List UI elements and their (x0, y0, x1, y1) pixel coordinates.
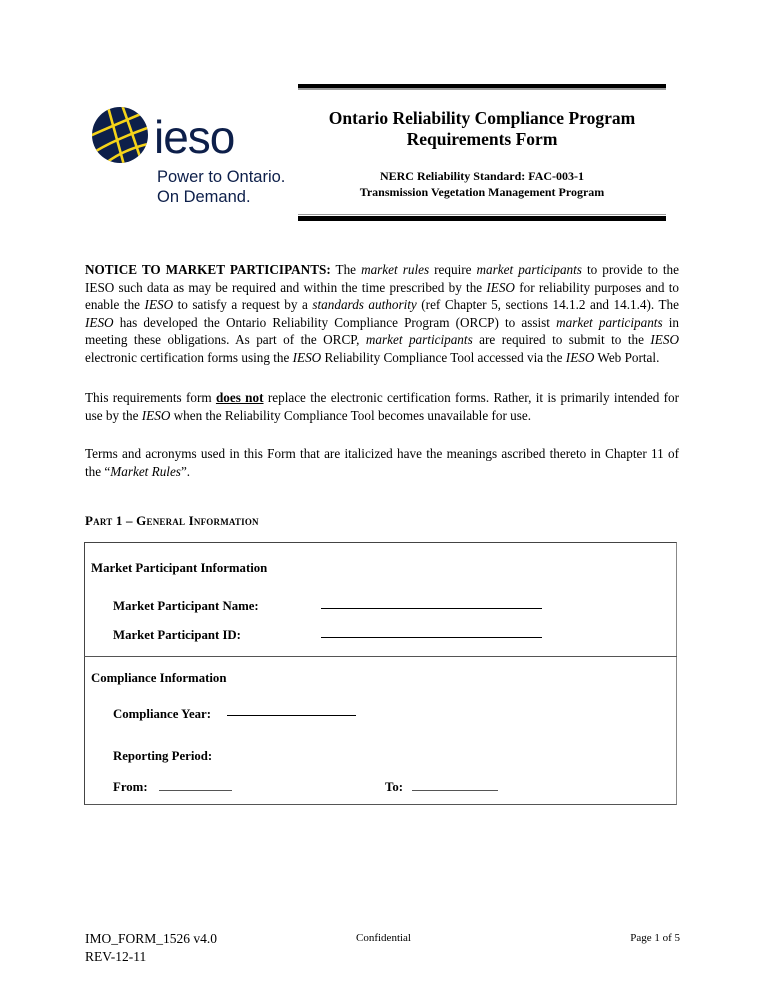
text-segment: electronic certification forms using the (85, 349, 293, 365)
compliance-year-label: Compliance Year: (113, 707, 211, 721)
text-segment: for reliability purposes and to enable the (85, 279, 679, 313)
mp-id-label: Market Participant ID: (113, 628, 241, 642)
purpose-paragraph (85, 389, 679, 424)
logo-wordmark: ieso (154, 111, 235, 163)
italic-term: IESO (650, 332, 679, 348)
italic-term: IESO (565, 349, 595, 365)
mp-id-field[interactable] (321, 637, 542, 638)
text-segment: ”. (180, 463, 191, 479)
mp-section-title: Market Participant Information (91, 561, 268, 575)
text-segment: require (429, 262, 477, 277)
header-top-rule (298, 84, 666, 90)
compliance-year-field[interactable] (227, 715, 356, 716)
notice-paragraph (85, 261, 679, 367)
emphasis-does-not: does not (215, 390, 264, 405)
document-subtitle (298, 168, 666, 200)
text-segment: has developed the Ontario Reliability Compliance Program (ORCP) to assist (113, 314, 557, 330)
notice-lead: NOTICE TO MARKET PARTICIPANTS: (85, 262, 331, 277)
from-date-field[interactable] (159, 790, 232, 791)
section-divider (84, 656, 677, 657)
text-segment: This requirements form (85, 390, 216, 405)
header-bottom-rule-thick (298, 216, 666, 221)
to-date-field[interactable] (412, 790, 498, 791)
compliance-section-title: Compliance Information (91, 671, 227, 685)
tagline-line-2: On Demand. (157, 188, 251, 206)
title-line-1: Ontario Reliability Compliance Program (328, 108, 636, 128)
footer-page-number: Page 1 of 5 (630, 932, 680, 944)
terms-paragraph (85, 445, 679, 480)
text-segment: when the Reliability Compliance Tool becomes unavailable for use. (170, 407, 532, 423)
form-id: IMO_FORM_1526 v4.0 (85, 931, 218, 946)
italic-term: IESO (85, 314, 114, 330)
italic-term: IESO (292, 349, 322, 365)
program-name: Transmission Vegetation Management Program (359, 185, 605, 199)
text-segment: in meeting these obligations. As part of the ORCP, (85, 314, 679, 348)
text-segment: Terms and acronyms used in this Form that are italicized have the meanings ascribed thereto in Chapter 11 of the “ (85, 446, 679, 479)
text-segment: Web Portal. (594, 349, 660, 365)
to-label: To: (385, 780, 404, 794)
form-revision: REV-12-11 (85, 949, 147, 964)
mp-name-label: Market Participant Name: (113, 599, 259, 613)
ieso-logo (90, 105, 300, 215)
text-segment: The (330, 262, 362, 277)
document-title (298, 108, 666, 150)
notice-body (85, 262, 679, 365)
text-segment: Reliability Compliance Tool accessed via the (321, 349, 566, 365)
header-bottom-rule-thin (298, 214, 666, 215)
globe-grid-icon (90, 105, 150, 165)
title-line-2: Requirements Form (406, 129, 558, 149)
footer-form-id (85, 930, 217, 966)
italic-term: IESO (141, 407, 171, 423)
italic-term: standards authority (312, 297, 417, 313)
text-segment: are required to submit to the (472, 332, 651, 348)
nerc-standard: NERC Reliability Standard: FAC-003-1 (379, 169, 585, 183)
footer-classification: Confidential (356, 932, 411, 944)
italic-term: Market Rules (110, 463, 181, 479)
italic-term: IESO (144, 297, 174, 313)
italic-term: market participants (365, 332, 473, 348)
text-segment: (ref Chapter 5, sections 14.1.2 and 14.1.4). The (416, 297, 679, 313)
text-segment: to satisfy a request by a (173, 297, 313, 313)
tagline-line-1: Power to Ontario. (157, 168, 286, 186)
text-segment: replace the electronic certification forms. Rather, it is primarily intended for use by the (85, 390, 680, 423)
logo-tagline (157, 167, 285, 207)
text-segment: to provide to the IESO such data as may be required and within the time prescribed by the (85, 262, 679, 295)
from-label: From: (113, 780, 148, 794)
mp-name-field[interactable] (321, 608, 542, 609)
reporting-period-label: Reporting Period: (113, 749, 213, 763)
italic-term: IESO (486, 279, 515, 295)
italic-term: market participants (476, 262, 582, 277)
italic-term: market rules (361, 262, 430, 277)
italic-term: market participants (556, 314, 663, 330)
part-1-heading: Part 1 – General Information (85, 513, 259, 528)
